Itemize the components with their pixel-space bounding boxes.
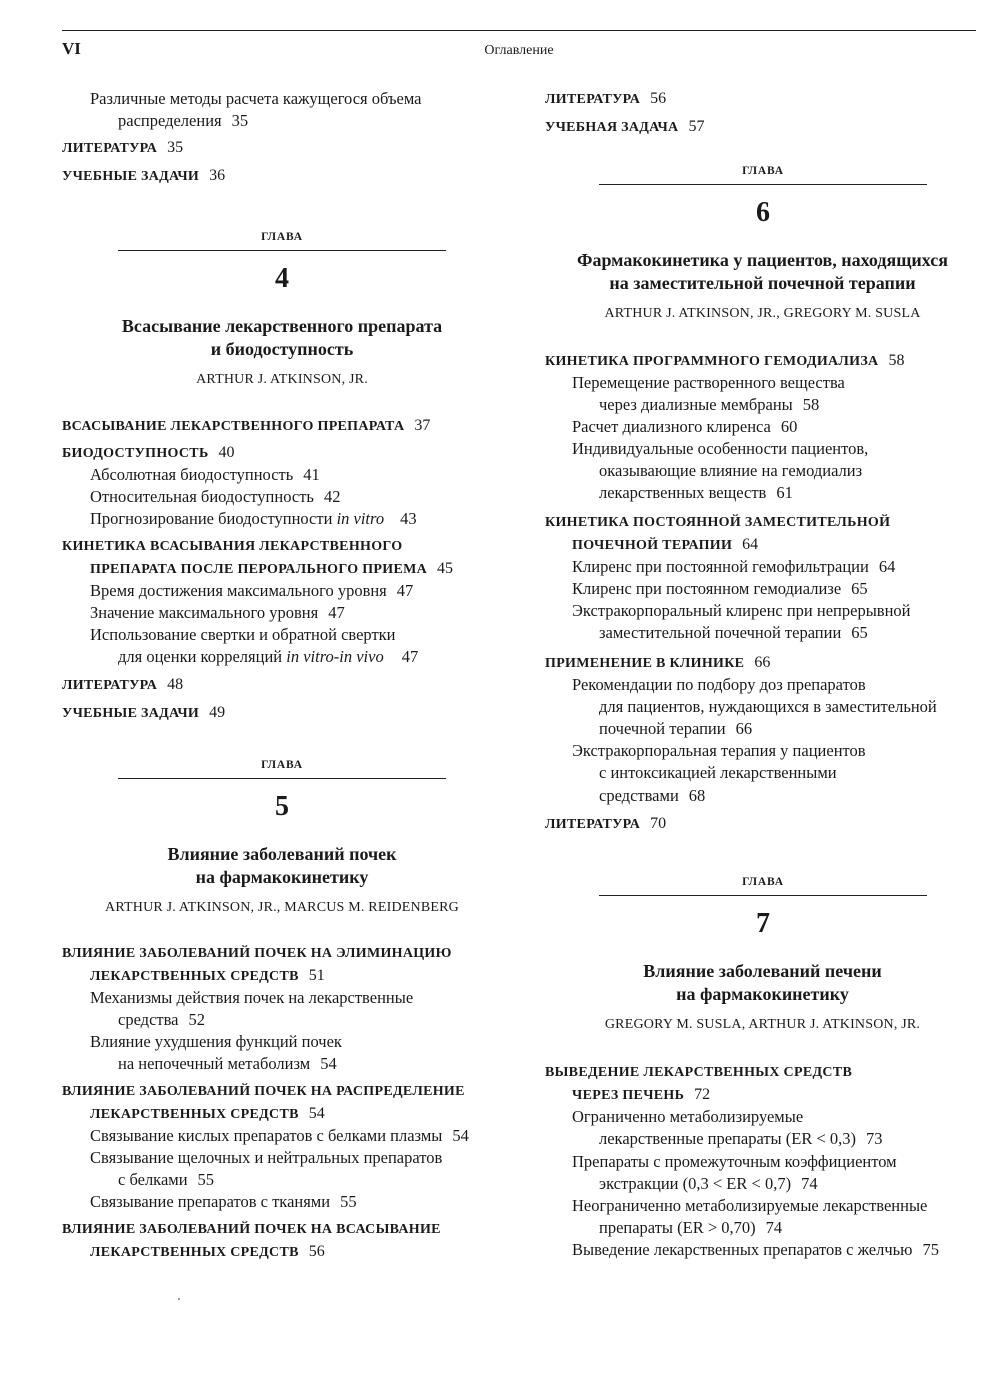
toc-entry: Клиренс при постоянном гемодиализе 65 <box>572 579 868 598</box>
chapter-rule <box>118 778 446 779</box>
chapter-authors: ARTHUR J. ATKINSON, JR. <box>196 372 368 387</box>
chapter-authors: ARTHUR J. ATKINSON, JR., GREGORY M. SUSLA <box>604 306 921 321</box>
chapter-title: на заместительной почечной терапии <box>609 273 916 293</box>
toc-section: ВЛИЯНИЕ ЗАБОЛЕВАНИЙ ПОЧЕК НА РАСПРЕДЕЛЕНИЕ <box>62 1084 465 1099</box>
toc-section: ЛИТЕРАТУРА 48 <box>62 676 184 693</box>
toc-section: ЛЕКАРСТВЕННЫХ СРЕДСТВ 56 <box>90 1243 325 1260</box>
toc-section: ВЫВЕДЕНИЕ ЛЕКАРСТВЕННЫХ СРЕДСТВ <box>545 1065 853 1080</box>
toc-section: ЛИТЕРАТУРА 70 <box>545 815 667 832</box>
chapter-rule <box>599 184 927 185</box>
toc-section: ПРИМЕНЕНИЕ В КЛИНИКЕ 66 <box>545 654 771 671</box>
toc-entry: Экстракорпоральный клиренс при непрерывной <box>572 601 911 620</box>
toc-entry: распределения 35 <box>118 111 249 130</box>
chapter-rule <box>118 250 446 251</box>
toc-entry: лекарственные препараты (ER < 0,3) 73 <box>599 1129 883 1148</box>
toc-section: ЛИТЕРАТУРА 56 <box>545 90 667 107</box>
toc-section: ВЛИЯНИЕ ЗАБОЛЕВАНИЙ ПОЧЕК НА ЭЛИМИНАЦИЮ <box>62 946 452 961</box>
chapter-title: Влияние заболеваний почек <box>167 844 397 864</box>
toc-section: ЧЕРЕЗ ПЕЧЕНЬ 72 <box>572 1086 711 1103</box>
toc-entry: Клиренс при постоянной гемофильтрации 64 <box>572 557 896 576</box>
chapter-label: ГЛАВА <box>742 165 784 177</box>
toc-entry: Связывание щелочных и нейтральных препаратов <box>90 1148 443 1167</box>
chapter-title: и биодоступность <box>210 339 354 359</box>
toc-section: ПРЕПАРАТА ПОСЛЕ ПЕРОРАЛЬНОГО ПРИЕМА 45 <box>90 560 454 577</box>
running-title: Оглавление <box>484 43 554 58</box>
chapter-title: на фармакокинетику <box>676 984 849 1004</box>
toc-section: КИНЕТИКА ПОСТОЯННОЙ ЗАМЕСТИТЕЛЬНОЙ <box>545 515 891 530</box>
chapter-5-heading <box>118 759 446 823</box>
toc-entry: Связывание кислых препаратов с белками плазмы 54 <box>90 1126 469 1145</box>
toc-entry: лекарственных веществ 61 <box>599 483 793 502</box>
toc-entry: Абсолютная биодоступность 41 <box>90 465 320 484</box>
chapter-4-heading <box>118 231 446 295</box>
toc-entry: Использование свертки и обратной свертки <box>90 625 396 644</box>
chapter-rule <box>599 895 927 896</box>
toc-entry: Прогнозирование биодоступности in vitro 43 <box>90 509 417 528</box>
toc-entry: Время достижения максимального уровня 47 <box>90 581 414 600</box>
chapter-label: ГЛАВА <box>261 759 303 771</box>
toc-entry: Перемещение растворенного вещества <box>572 373 845 392</box>
toc-entry: Неограниченно метаболизируемые лекарственные <box>572 1196 928 1215</box>
toc-section: ЛЕКАРСТВЕННЫХ СРЕДСТВ 51 <box>90 967 325 984</box>
toc-entry: оказывающие влияние на гемодиализ <box>599 461 863 480</box>
toc-section: ЛЕКАРСТВЕННЫХ СРЕДСТВ 54 <box>90 1105 325 1122</box>
toc-entry: средства 52 <box>118 1010 206 1029</box>
chapter-authors: ARTHUR J. ATKINSON, JR., MARCUS M. REIDENBERG <box>105 900 459 915</box>
toc-entry: Различные методы расчета кажущегося объема <box>90 89 422 108</box>
chapter-title: Всасывание лекарственного препарата <box>121 316 443 336</box>
running-header <box>62 30 976 59</box>
toc-entry: через диализные мембраны 58 <box>599 395 820 414</box>
toc-entry: Относительная биодоступность 42 <box>90 487 341 506</box>
chapter-6-heading <box>599 165 927 229</box>
toc-entry: Механизмы действия почек на лекарственные <box>90 988 414 1007</box>
toc-entry: Ограниченно метаболизируемые <box>572 1107 804 1126</box>
toc-entry: заместительной почечной терапии 65 <box>599 623 868 642</box>
toc-entry: почечной терапии 66 <box>599 719 753 738</box>
chapter-7-heading <box>599 876 927 940</box>
chapter-number: 6 <box>756 197 770 228</box>
chapter-number: 5 <box>275 791 289 822</box>
toc-section: ПОЧЕЧНОЙ ТЕРАПИИ 64 <box>572 536 759 553</box>
chapter-title: Фармакокинетика у пациентов, находящихся <box>576 250 949 270</box>
toc-entry: Значение максимального уровня 47 <box>90 603 345 622</box>
toc-section: УЧЕБНЫЕ ЗАДАЧИ 36 <box>62 167 226 184</box>
toc-section: УЧЕБНЫЕ ЗАДАЧИ 49 <box>62 704 226 721</box>
chapter-label: ГЛАВА <box>742 876 784 888</box>
chapter-number: 7 <box>756 908 770 939</box>
toc-entry: Расчет диализного клиренса 60 <box>572 417 798 436</box>
toc-section: ВСАСЫВАНИЕ ЛЕКАРСТВЕННОГО ПРЕПАРАТА 37 <box>62 417 431 434</box>
scan-speck <box>178 1298 180 1300</box>
toc-entry: средствами 68 <box>599 786 706 805</box>
toc-section: КИНЕТИКА ВСАСЫВАНИЯ ЛЕКАРСТВЕННОГО <box>62 539 403 554</box>
page-ref: 36 <box>209 167 226 184</box>
toc-entry: на непочечный метаболизм 54 <box>118 1054 337 1073</box>
chapter-title: на фармакокинетику <box>195 867 369 887</box>
toc-entry: Связывание препаратов с тканями 55 <box>90 1192 357 1211</box>
chapter-title: Влияние заболеваний печени <box>643 961 882 981</box>
toc-section: КИНЕТИКА ПРОГРАММНОГО ГЕМОДИАЛИЗА 58 <box>545 352 905 369</box>
toc-section: ЛИТЕРАТУРА 35 <box>62 139 184 156</box>
toc-section: БИОДОСТУПНОСТЬ 40 <box>62 444 235 461</box>
chapter-label: ГЛАВА <box>261 231 303 243</box>
toc-entry: Рекомендации по подбору доз препаратов <box>572 675 866 694</box>
toc-entry: для пациентов, нуждающихся в заместительной <box>599 697 937 716</box>
toc-entry: Влияние ухудшения функций почек <box>90 1032 342 1051</box>
toc-entry: Препараты с промежуточным коэффициентом <box>572 1152 897 1171</box>
toc-entry: Экстракорпоральная терапия у пациентов <box>572 741 866 760</box>
toc-entry: препараты (ER > 0,70) 74 <box>599 1218 783 1237</box>
page-number: VI <box>62 39 81 58</box>
page-ref: 35 <box>231 111 249 130</box>
toc-entry: с белками 55 <box>118 1170 215 1189</box>
toc-entry: с интоксикацией лекарственными <box>599 763 837 782</box>
toc-entry: экстракции (0,3 < ER < 0,7) 74 <box>599 1174 818 1193</box>
toc-section: ВЛИЯНИЕ ЗАБОЛЕВАНИЙ ПОЧЕК НА ВСАСЫВАНИЕ <box>62 1222 441 1237</box>
toc-entry: Выведение лекарственных препаратов с желчью 75 <box>572 1240 939 1259</box>
toc-entry: Индивидуальные особенности пациентов, <box>572 439 869 458</box>
chapter-authors: GREGORY M. SUSLA, ARTHUR J. ATKINSON, JR. <box>604 1017 921 1032</box>
toc-entry: для оценки корреляций in vitro-in vivo 47 <box>118 647 419 666</box>
chapter-number: 4 <box>275 263 289 294</box>
toc-section: УЧЕБНАЯ ЗАДАЧА 57 <box>545 118 705 135</box>
page-ref: 35 <box>167 139 184 156</box>
